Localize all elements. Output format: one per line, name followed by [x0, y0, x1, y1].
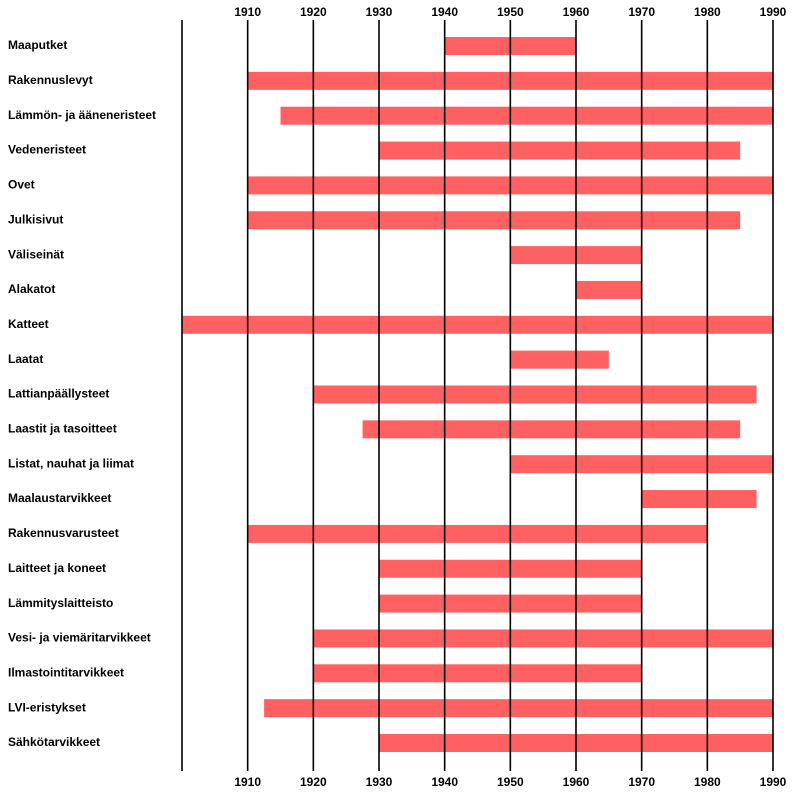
top-tick-label-1930: 1930 — [365, 5, 393, 19]
category-label-sahkotarvikkeet: Sähkötarvikkeet — [8, 735, 101, 750]
category-label-laatat: Laatat — [8, 351, 44, 366]
category-label-alakatot: Alakatot — [8, 282, 56, 297]
bottom-tick-label-1940: 1940 — [431, 775, 459, 790]
category-label-vedeneristeet: Vedeneristeet — [8, 142, 87, 157]
bar-alakatot — [576, 281, 642, 299]
category-label-rakennusvarusteet: Rakennusvarusteet — [8, 526, 119, 541]
category-labels — [8, 38, 156, 749]
category-label-maaputket: Maaputket — [8, 38, 68, 53]
bar-rakennusvarusteet — [248, 525, 708, 543]
top-tick-label-1950: 1950 — [496, 5, 524, 19]
top-tick-label-1910: 1910 — [234, 5, 262, 19]
bar-lattianpaallysteet — [313, 386, 756, 404]
category-label-vesi-ja-viemaritarvikkeet: Vesi- ja viemäritarvikkeet — [8, 630, 151, 645]
category-label-lattianpaallysteet: Lattianpäällysteet — [8, 386, 110, 401]
bars-layer — [182, 37, 773, 752]
top-tick-label-1960: 1960 — [562, 5, 590, 19]
top-tick-labels — [234, 5, 786, 19]
bottom-tick-label-1990: 1990 — [759, 775, 787, 790]
category-label-listat-nauhat-ja-liimat: Listat, nauhat ja liimat — [8, 456, 135, 471]
bar-katteet — [182, 316, 773, 334]
bottom-tick-label-1970: 1970 — [628, 775, 656, 790]
bottom-tick-label-1910: 1910 — [234, 775, 262, 790]
category-label-maalaustarvikkeet: Maalaustarvikkeet — [8, 491, 112, 506]
bottom-tick-label-1930: 1930 — [365, 775, 393, 790]
category-label-valiseinat: Väliseinät — [8, 247, 65, 262]
top-tick-label-1920: 1920 — [299, 5, 327, 19]
category-label-ilmastointitarvikkeet: Ilmastointitarvikkeet — [8, 665, 125, 680]
category-label-katteet: Katteet — [8, 316, 49, 331]
bottom-tick-label-1960: 1960 — [562, 775, 590, 790]
top-tick-label-1980: 1980 — [693, 5, 721, 19]
bar-lammon-ja-aaneneristeet — [281, 107, 774, 125]
bar-laatat — [510, 351, 609, 369]
category-label-rakennuslevyt: Rakennuslevyt — [8, 73, 93, 88]
category-label-ovet: Ovet — [8, 177, 35, 192]
category-label-julkisivut: Julkisivut — [8, 212, 64, 227]
bottom-tick-label-1950: 1950 — [496, 775, 524, 790]
top-tick-label-1940: 1940 — [431, 5, 459, 19]
bar-maalaustarvikkeet — [642, 490, 757, 508]
category-label-lvi-eristykset: LVI-eristykset — [8, 700, 86, 715]
bar-ilmastointitarvikkeet — [313, 664, 641, 682]
bar-laastit-ja-tasoitteet — [363, 420, 741, 438]
category-label-lammityslaitteisto: Lämmityslaitteisto — [8, 595, 114, 610]
bar-julkisivut — [248, 211, 741, 229]
bar-vesi-ja-viemaritarvikkeet — [313, 629, 773, 647]
bottom-tick-label-1920: 1920 — [299, 775, 327, 790]
bar-lvi-eristykset — [264, 699, 773, 717]
bar-vedeneristeet — [379, 142, 740, 160]
bottom-tick-label-1980: 1980 — [693, 775, 721, 790]
category-label-laastit-ja-tasoitteet: Laastit ja tasoitteet — [8, 421, 117, 436]
bottom-tick-labels — [234, 775, 786, 789]
top-tick-label-1970: 1970 — [628, 5, 656, 19]
top-tick-label-1990: 1990 — [759, 5, 787, 19]
category-label-lammon-ja-aaneneristeet: Lämmön- ja ääneneristeet — [8, 107, 157, 122]
category-label-laitteet-ja-koneet: Laitteet ja koneet — [8, 560, 107, 575]
